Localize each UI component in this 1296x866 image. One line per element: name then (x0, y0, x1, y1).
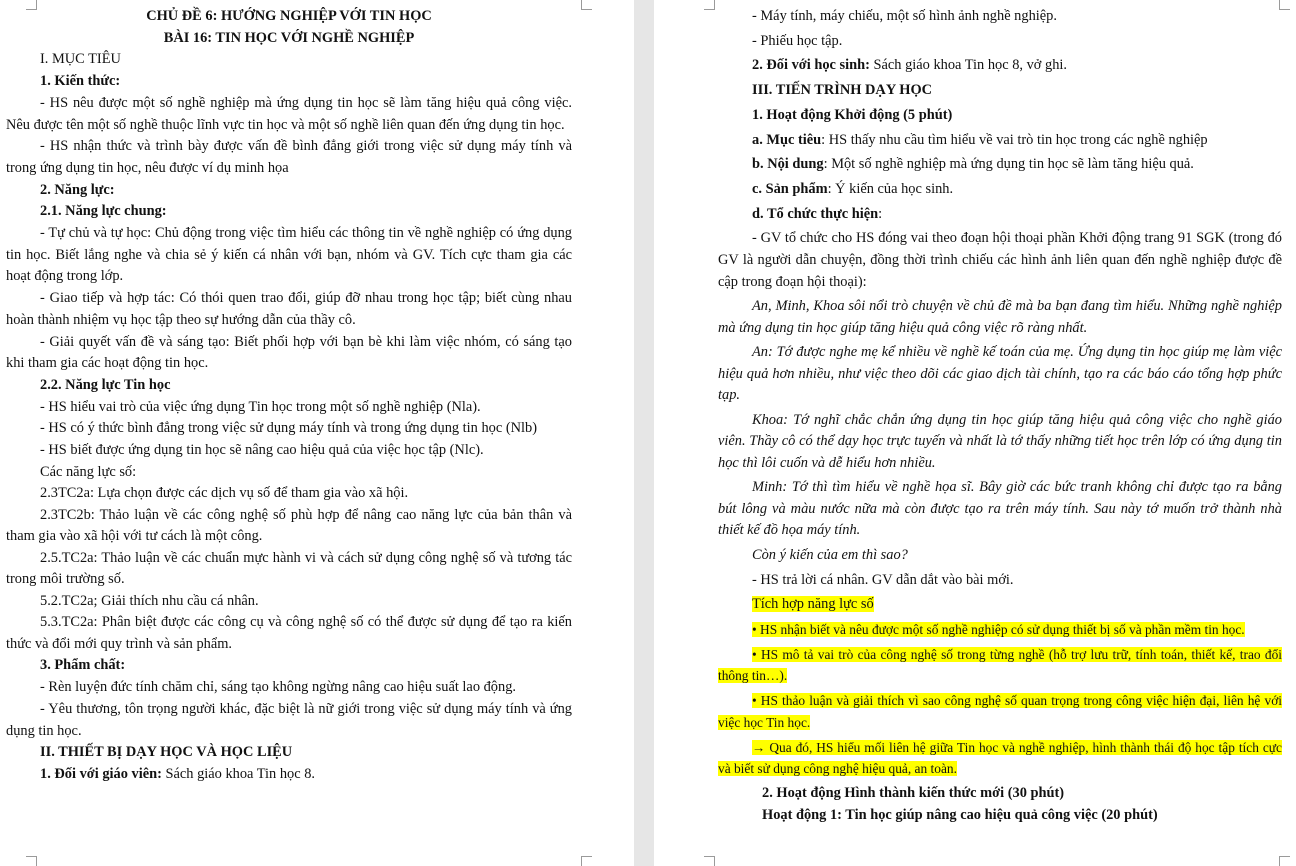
paragraph: - HS có ý thức bình đẳng trong việc sử dụng máy tính và trong ứng dụng tin học (Nlb) (40, 420, 538, 437)
highlight-text: • HS thảo luận và giải thích vì sao công nghệ số quan trọng trong công việc hiện đại, liên hệ với việc học Tin học. (718, 693, 1282, 730)
dialogue-paragraph: Khoa: Tớ nghĩ chắc chắn ứng dụng tin học giúp tăng hiệu quả công việc cho nghề giáo viên. Thầy cô có thể dạy học trực tuyến và nhất là tớ thấy những tiết học trên lớp có ứng dụng tin học thì lôi cuốn và dễ hiểu hơn nhiều. (718, 411, 1282, 471)
paragraph (718, 154, 1282, 176)
paragraph: - HS nêu được một số nghề nghiệp mà ứng dụng tin học sẽ làm tăng hiệu quả công việc. Nêu được tên một số nghề thuộc lĩnh vực tin học và một số nghề liên quan đến ứng dụng tin học. (6, 94, 572, 133)
paragraph: 2.5.TC2a: Thảo luận về các chuẩn mực hành vi và cách sử dụng công nghệ số và tương tác trong môi trường số. (6, 549, 572, 588)
label-hoc-sinh: 2. Đối với học sinh: (752, 57, 870, 74)
page-corner-mark (1279, 856, 1290, 866)
page-corner-mark (26, 0, 37, 10)
label-san-pham: c. Sản phẩm (752, 180, 828, 197)
dialogue-paragraph: Minh: Tớ thì tìm hiểu về nghề họa sĩ. Bây giờ các bức tranh không chỉ được tạo ra bằng bút lông và màu nước nữa mà còn được tạo ra trên máy tính. Sau này tớ muốn trở thành nhà thiết kế đồ họa máy tính. (718, 479, 1282, 539)
paragraph: 2.3TC2a: Lựa chọn được các dịch vụ số để tham gia vào xã hội. (40, 485, 409, 502)
text-san-pham: : Ý kiến của học sinh. (827, 180, 954, 197)
highlight-text: → Qua đó, HS hiểu mối liên hệ giữa Tin học và nghề nghiệp, hình thành thái độ học tập tích cực và biết sử dụng công nghệ hiệu quả, an toàn. (718, 739, 1282, 777)
paragraph (6, 764, 572, 786)
paragraph: - HS trả lời cá nhân. GV dẫn dắt vào bài mới. (752, 571, 1014, 588)
text-noi-dung: : Một số nghề nghiệp mà ứng dụng tin học sẽ làm tăng hiệu quả. (823, 156, 1194, 173)
page-corner-mark (1279, 0, 1290, 10)
paragraph: - Máy tính, máy chiếu, một số hình ảnh nghề nghiệp. (752, 8, 1057, 24)
label-giao-vien: 1. Đối với giáo viên: (40, 765, 162, 782)
highlighted-paragraph (718, 737, 1282, 780)
heading-kien-thuc: 1. Kiến thức: (40, 73, 121, 90)
dialogue-paragraph: An: Tớ được nghe mẹ kể nhiều về nghề kế toán của mẹ. Ứng dụng tin học giúp mẹ làm việc hiệu quả hơn nhiều, như việc theo dõi các giao dịch tài chính, tạo ra các báo cáo tổng hợp phức tạp. (718, 344, 1282, 404)
label-muc-tieu: a. Mục tiêu (752, 131, 822, 148)
paragraph: 5.3.TC2a: Phân biệt được các công cụ và công nghệ số có thể được sử dụng để tạo ra kiến thức và đổi mới quy trình và sản phẩm. (6, 614, 572, 652)
lesson-title: BÀI 16: TIN HỌC VỚI NGHỀ NGHIỆP (163, 29, 415, 46)
highlight-text: Tích hợp năng lực số (752, 596, 874, 613)
highlighted-paragraph (718, 619, 1282, 641)
paragraph: - Giải quyết vấn đề và sáng tạo: Biết phối hợp với bạn bè khi làm việc nhóm, có sáng tạo khi tham gia các hoạt động tin học. (6, 333, 572, 372)
text-giao-vien: Sách giáo khoa Tin học 8. (161, 765, 316, 782)
heading-nang-luc-tin-hoc: 2.2. Năng lực Tin học (40, 376, 171, 393)
heading-thiet-bi: II. THIẾT BỊ DẠY HỌC VÀ HỌC LIỆU (40, 744, 293, 761)
highlighted-paragraph (718, 690, 1282, 733)
heading-tien-trinh: III. TIẾN TRÌNH DẠY HỌC (752, 82, 933, 99)
paragraph: - HS biết được ứng dụng tin học sẽ nâng cao hiệu quả của việc học tập (Nlc). (40, 442, 484, 459)
paragraph: 5.2.TC2a; Giải thích nhu cầu cá nhân. (40, 592, 259, 609)
paragraph: - GV tổ chức cho HS đóng vai theo đoạn hội thoại phần Khởi động trang 91 SGK (trong đó GV là người dẫn chuyện, đồng thời trình chiếu các hình ảnh liên quan đến nghề nghiệp được đề cập trong đoạn hội thoại): (718, 230, 1282, 290)
paragraph: - Rèn luyện đức tính chăm chỉ, sáng tạo không ngừng nâng cao hiệu suất lao động. (40, 679, 516, 696)
paragraph: - Phiếu học tập. (752, 32, 843, 49)
page-corner-mark (26, 856, 37, 866)
highlight-text: • HS nhận biết và nêu được một số nghề nghiệp có sử dụng thiết bị số và phần mềm tin học. (752, 622, 1245, 638)
paragraph (718, 130, 1282, 152)
heading-hoat-dong-2: 2. Hoạt động Hình thành kiến thức mới (30 phút) (762, 784, 1065, 801)
text-to-chuc: : (878, 205, 883, 222)
page-corner-mark (704, 856, 715, 866)
topic-title: CHỦ ĐỀ 6: HƯỚNG NGHIỆP VỚI TIN HỌC (146, 8, 432, 24)
paragraph: - HS hiểu vai trò của việc ứng dụng Tin học trong một số nghề nghiệp (Nla). (40, 398, 481, 415)
text-hoc-sinh: Sách giáo khoa Tin học 8, vở ghi. (869, 57, 1068, 74)
page-corner-mark (704, 0, 715, 10)
heading-pham-chat: 3. Phẩm chất: (40, 657, 126, 674)
digital-competency-label: Các năng lực số: (40, 463, 137, 480)
document-page-right[interactable] (654, 0, 1296, 866)
highlighted-heading (718, 594, 1282, 616)
paragraph: - Giao tiếp và hợp tác: Có thói quen trao đổi, giúp đỡ nhau trong học tập; biết cùng nhau hoàn thành nhiệm vụ học tập theo sự hướng dẫn của thầy cô. (6, 290, 572, 328)
paragraph: - Yêu thương, tôn trọng người khác, đặc biệt là nữ giới trong việc sử dụng máy tính và ứng dụng tin học. (6, 700, 572, 739)
heading-hoat-dong-2-1: Hoạt động 1: Tin học giúp nâng cao hiệu quả công việc (20 phút) (762, 806, 1158, 823)
paragraph: - Tự chủ và tự học: Chủ động trong việc tìm hiểu các thông tin về nghề nghiệp có ứng dụng tin học. Biết lắng nghe và chia sẻ ý kiến cá nhân với bạn, nhóm và GV. Tích cực tham gia các hoạt động trong lớp. (6, 225, 572, 285)
heading-hoat-dong-1: 1. Hoạt động Khởi động (5 phút) (752, 106, 953, 123)
text-muc-tieu: : HS thấy nhu cầu tìm hiểu về vai trò tin học trong các nghề nghiệp (821, 131, 1208, 148)
heading-nang-luc: 2. Năng lực: (40, 181, 115, 198)
paragraph: - HS nhận thức và trình bày được vấn đề bình đẳng giới trong việc sử dụng máy tính và trong ứng dụng tin học, nêu được ví dụ minh họa (6, 138, 572, 176)
paragraph (718, 179, 1282, 201)
dialogue-paragraph: An, Minh, Khoa sôi nổi trò chuyện về chủ đề mà ba bạn đang tìm hiểu. Những nghề nghiệp mà ứng dụng tin học giúp tăng hiệu quả công việc rõ ràng nhất. (718, 298, 1282, 336)
dialogue-question: Còn ý kiến của em thì sao? (752, 546, 908, 563)
heading-nang-luc-chung: 2.1. Năng lực chung: (40, 203, 167, 220)
label-to-chuc: d. Tổ chức thực hiện (752, 205, 879, 222)
paragraph (718, 55, 1282, 77)
document-page-left[interactable] (0, 0, 634, 866)
page-corner-mark (581, 856, 592, 866)
page-corner-mark (581, 0, 592, 10)
paragraph (718, 204, 1282, 226)
heading-muc-tieu: I. MỤC TIÊU (40, 51, 121, 68)
highlighted-paragraph (718, 644, 1282, 687)
paragraph: 2.3TC2b: Thảo luận về các công nghệ số phù hợp để nâng cao năng lực của bản thân và tham gia vào xã hội với tư cách là một công. (6, 506, 572, 545)
label-noi-dung: b. Nội dung (752, 156, 824, 173)
highlight-text: • HS mô tả vai trò của công nghệ số trong từng nghề (hỗ trợ lưu trữ, tính toán, thiết kế, trao đổi thông tin…). (718, 646, 1282, 684)
